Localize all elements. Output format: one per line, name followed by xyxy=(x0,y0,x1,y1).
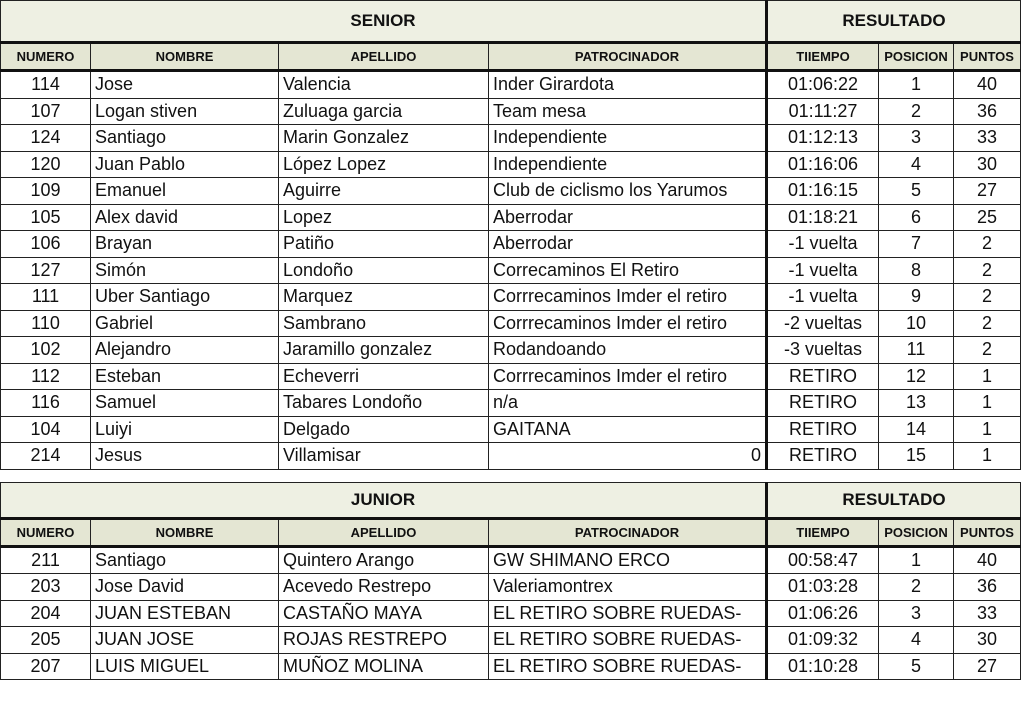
cell-nombre: Jose xyxy=(91,71,279,99)
senior-title: SENIOR xyxy=(1,1,767,43)
header-numero: NUMERO xyxy=(1,518,91,546)
cell-apellido: Quintero Arango xyxy=(279,546,489,574)
cell-nombre: JUAN ESTEBAN xyxy=(91,600,279,627)
senior-table-row xyxy=(1,151,1021,178)
senior-table-row xyxy=(1,178,1021,205)
junior-result-title: RESULTADO xyxy=(767,482,1021,518)
senior-table-row xyxy=(1,310,1021,337)
cell-patrocinador: Aberrodar xyxy=(489,231,767,258)
senior-table-row xyxy=(1,337,1021,364)
junior-column-headers xyxy=(1,518,1021,546)
cell-apellido: Londoño xyxy=(279,257,489,284)
senior-table-row xyxy=(1,443,1021,470)
senior-table-row xyxy=(1,363,1021,390)
cell-numero: 207 xyxy=(1,653,91,680)
cell-patrocinador: Independiente xyxy=(489,125,767,152)
cell-tiempo: RETIRO xyxy=(767,443,879,470)
cell-numero: 110 xyxy=(1,310,91,337)
junior-table-row xyxy=(1,600,1021,627)
cell-tiempo: 01:12:13 xyxy=(767,125,879,152)
cell-apellido: Patiño xyxy=(279,231,489,258)
senior-table-row xyxy=(1,416,1021,443)
cell-posicion: 14 xyxy=(879,416,954,443)
header-nombre: NOMBRE xyxy=(91,518,279,546)
cell-patrocinador: Corrrecaminos Imder el retiro xyxy=(489,310,767,337)
cell-tiempo: 01:03:28 xyxy=(767,574,879,601)
cell-posicion: 4 xyxy=(879,151,954,178)
cell-apellido: ROJAS RESTREPO xyxy=(279,627,489,654)
cell-apellido: Lopez xyxy=(279,204,489,231)
cell-posicion: 15 xyxy=(879,443,954,470)
senior-table-row xyxy=(1,71,1021,99)
cell-patrocinador: EL RETIRO SOBRE RUEDAS- xyxy=(489,600,767,627)
cell-nombre: Brayan xyxy=(91,231,279,258)
cell-nombre: LUIS MIGUEL xyxy=(91,653,279,680)
cell-numero: 120 xyxy=(1,151,91,178)
cell-nombre: Samuel xyxy=(91,390,279,417)
cell-tiempo: RETIRO xyxy=(767,390,879,417)
cell-numero: 203 xyxy=(1,574,91,601)
cell-patrocinador: 0 xyxy=(489,443,767,470)
cell-patrocinador: Team mesa xyxy=(489,98,767,125)
cell-posicion: 7 xyxy=(879,231,954,258)
cell-apellido: Jaramillo gonzalez xyxy=(279,337,489,364)
header-numero: NUMERO xyxy=(1,43,91,71)
cell-puntos: 36 xyxy=(954,574,1021,601)
header-tiempo: TIIEMPO xyxy=(767,43,879,71)
cell-apellido: Villamisar xyxy=(279,443,489,470)
header-posicion: POSICION xyxy=(879,518,954,546)
cell-posicion: 3 xyxy=(879,600,954,627)
cell-numero: 104 xyxy=(1,416,91,443)
senior-table-row xyxy=(1,284,1021,311)
senior-result-title: RESULTADO xyxy=(767,1,1021,43)
cell-posicion: 3 xyxy=(879,125,954,152)
cell-nombre: Jose David xyxy=(91,574,279,601)
cell-numero: 205 xyxy=(1,627,91,654)
cell-numero: 105 xyxy=(1,204,91,231)
junior-table-row xyxy=(1,574,1021,601)
cell-puntos: 1 xyxy=(954,416,1021,443)
cell-puntos: 2 xyxy=(954,284,1021,311)
junior-table-row xyxy=(1,627,1021,654)
header-apellido: APELLIDO xyxy=(279,43,489,71)
cell-posicion: 9 xyxy=(879,284,954,311)
cell-numero: 102 xyxy=(1,337,91,364)
cell-puntos: 1 xyxy=(954,443,1021,470)
cell-puntos: 27 xyxy=(954,178,1021,205)
results-table-body xyxy=(1,1,1021,680)
header-apellido: APELLIDO xyxy=(279,518,489,546)
cell-posicion: 1 xyxy=(879,71,954,99)
cell-tiempo: -1 vuelta xyxy=(767,257,879,284)
cell-numero: 124 xyxy=(1,125,91,152)
cell-puntos: 2 xyxy=(954,310,1021,337)
cell-apellido: Echeverri xyxy=(279,363,489,390)
cell-numero: 111 xyxy=(1,284,91,311)
cell-posicion: 13 xyxy=(879,390,954,417)
cell-patrocinador: Rodandoando xyxy=(489,337,767,364)
cell-apellido: Acevedo Restrepo xyxy=(279,574,489,601)
junior-banner xyxy=(1,482,1021,518)
cell-nombre: Santiago xyxy=(91,125,279,152)
cell-puntos: 2 xyxy=(954,257,1021,284)
cell-patrocinador: Independiente xyxy=(489,151,767,178)
cell-nombre: Jesus xyxy=(91,443,279,470)
cell-puntos: 25 xyxy=(954,204,1021,231)
header-nombre: NOMBRE xyxy=(91,43,279,71)
cell-nombre: Luiyi xyxy=(91,416,279,443)
header-tiempo: TIIEMPO xyxy=(767,518,879,546)
cell-tiempo: 00:58:47 xyxy=(767,546,879,574)
cell-tiempo: 01:10:28 xyxy=(767,653,879,680)
cell-tiempo: RETIRO xyxy=(767,363,879,390)
cell-posicion: 5 xyxy=(879,653,954,680)
cell-puntos: 30 xyxy=(954,627,1021,654)
cell-patrocinador: n/a xyxy=(489,390,767,417)
senior-table-row xyxy=(1,231,1021,258)
cell-puntos: 40 xyxy=(954,71,1021,99)
cell-numero: 211 xyxy=(1,546,91,574)
header-patrocinador: PATROCINADOR xyxy=(489,43,767,71)
cell-numero: 112 xyxy=(1,363,91,390)
cell-puntos: 40 xyxy=(954,546,1021,574)
cell-patrocinador: Valeriamontrex xyxy=(489,574,767,601)
cell-puntos: 36 xyxy=(954,98,1021,125)
cell-posicion: 8 xyxy=(879,257,954,284)
cell-tiempo: 01:18:21 xyxy=(767,204,879,231)
cell-patrocinador: Correcaminos El Retiro xyxy=(489,257,767,284)
cell-nombre: Alex david xyxy=(91,204,279,231)
cell-tiempo: 01:06:22 xyxy=(767,71,879,99)
cell-posicion: 4 xyxy=(879,627,954,654)
section-gap xyxy=(1,469,1021,482)
senior-table-row xyxy=(1,257,1021,284)
cell-posicion: 6 xyxy=(879,204,954,231)
cell-numero: 214 xyxy=(1,443,91,470)
cell-posicion: 5 xyxy=(879,178,954,205)
cell-tiempo: 01:06:26 xyxy=(767,600,879,627)
cell-puntos: 1 xyxy=(954,390,1021,417)
cell-numero: 116 xyxy=(1,390,91,417)
junior-title: JUNIOR xyxy=(1,482,767,518)
cell-numero: 127 xyxy=(1,257,91,284)
senior-table-row xyxy=(1,204,1021,231)
cell-tiempo: 01:16:06 xyxy=(767,151,879,178)
cell-apellido: CASTAÑO MAYA xyxy=(279,600,489,627)
cell-puntos: 33 xyxy=(954,600,1021,627)
cell-posicion: 12 xyxy=(879,363,954,390)
cell-apellido: Tabares Londoño xyxy=(279,390,489,417)
cell-nombre: Gabriel xyxy=(91,310,279,337)
senior-table-row xyxy=(1,390,1021,417)
cell-posicion: 11 xyxy=(879,337,954,364)
cell-nombre: Uber Santiago xyxy=(91,284,279,311)
cell-patrocinador: Corrrecaminos Imder el retiro xyxy=(489,284,767,311)
cell-apellido: Marin Gonzalez xyxy=(279,125,489,152)
cell-posicion: 1 xyxy=(879,546,954,574)
cell-nombre: Esteban xyxy=(91,363,279,390)
cell-patrocinador: Inder Girardota xyxy=(489,71,767,99)
header-puntos: PUNTOS xyxy=(954,43,1021,71)
cell-tiempo: -1 vuelta xyxy=(767,231,879,258)
senior-banner xyxy=(1,1,1021,43)
senior-table-row xyxy=(1,98,1021,125)
cell-nombre: Emanuel xyxy=(91,178,279,205)
cell-apellido: MUÑOZ MOLINA xyxy=(279,653,489,680)
cell-tiempo: -3 vueltas xyxy=(767,337,879,364)
cell-patrocinador: GW SHIMANO ERCO xyxy=(489,546,767,574)
cell-numero: 204 xyxy=(1,600,91,627)
section-gap-cell xyxy=(1,469,1021,482)
cell-patrocinador: EL RETIRO SOBRE RUEDAS- xyxy=(489,627,767,654)
cell-numero: 107 xyxy=(1,98,91,125)
senior-column-headers xyxy=(1,43,1021,71)
cell-apellido: Sambrano xyxy=(279,310,489,337)
cell-nombre: Simón xyxy=(91,257,279,284)
header-puntos: PUNTOS xyxy=(954,518,1021,546)
cell-tiempo: -2 vueltas xyxy=(767,310,879,337)
cell-puntos: 2 xyxy=(954,337,1021,364)
cell-puntos: 2 xyxy=(954,231,1021,258)
cell-apellido: Zuluaga garcia xyxy=(279,98,489,125)
cell-tiempo: -1 vuelta xyxy=(767,284,879,311)
cell-patrocinador: EL RETIRO SOBRE RUEDAS- xyxy=(489,653,767,680)
junior-table-row xyxy=(1,653,1021,680)
cell-posicion: 2 xyxy=(879,574,954,601)
cell-puntos: 30 xyxy=(954,151,1021,178)
cell-posicion: 10 xyxy=(879,310,954,337)
junior-table-row xyxy=(1,546,1021,574)
cell-apellido: Delgado xyxy=(279,416,489,443)
cell-nombre: Juan Pablo xyxy=(91,151,279,178)
cell-puntos: 33 xyxy=(954,125,1021,152)
cell-puntos: 1 xyxy=(954,363,1021,390)
cell-apellido: Aguirre xyxy=(279,178,489,205)
cell-apellido: Marquez xyxy=(279,284,489,311)
cell-posicion: 2 xyxy=(879,98,954,125)
cell-patrocinador: GAITANA xyxy=(489,416,767,443)
cell-apellido: Valencia xyxy=(279,71,489,99)
cell-patrocinador: Corrrecaminos Imder el retiro xyxy=(489,363,767,390)
cell-apellido: López Lopez xyxy=(279,151,489,178)
cell-patrocinador: Aberrodar xyxy=(489,204,767,231)
cell-tiempo: RETIRO xyxy=(767,416,879,443)
cell-nombre: Santiago xyxy=(91,546,279,574)
cell-tiempo: 01:16:15 xyxy=(767,178,879,205)
header-posicion: POSICION xyxy=(879,43,954,71)
senior-table-row xyxy=(1,125,1021,152)
cell-nombre: Alejandro xyxy=(91,337,279,364)
header-patrocinador: PATROCINADOR xyxy=(489,518,767,546)
cell-tiempo: 01:11:27 xyxy=(767,98,879,125)
cell-numero: 106 xyxy=(1,231,91,258)
cell-patrocinador: Club de ciclismo los Yarumos xyxy=(489,178,767,205)
cell-puntos: 27 xyxy=(954,653,1021,680)
cell-nombre: JUAN JOSE xyxy=(91,627,279,654)
cell-numero: 109 xyxy=(1,178,91,205)
cell-tiempo: 01:09:32 xyxy=(767,627,879,654)
cell-nombre: Logan stiven xyxy=(91,98,279,125)
cell-numero: 114 xyxy=(1,71,91,99)
